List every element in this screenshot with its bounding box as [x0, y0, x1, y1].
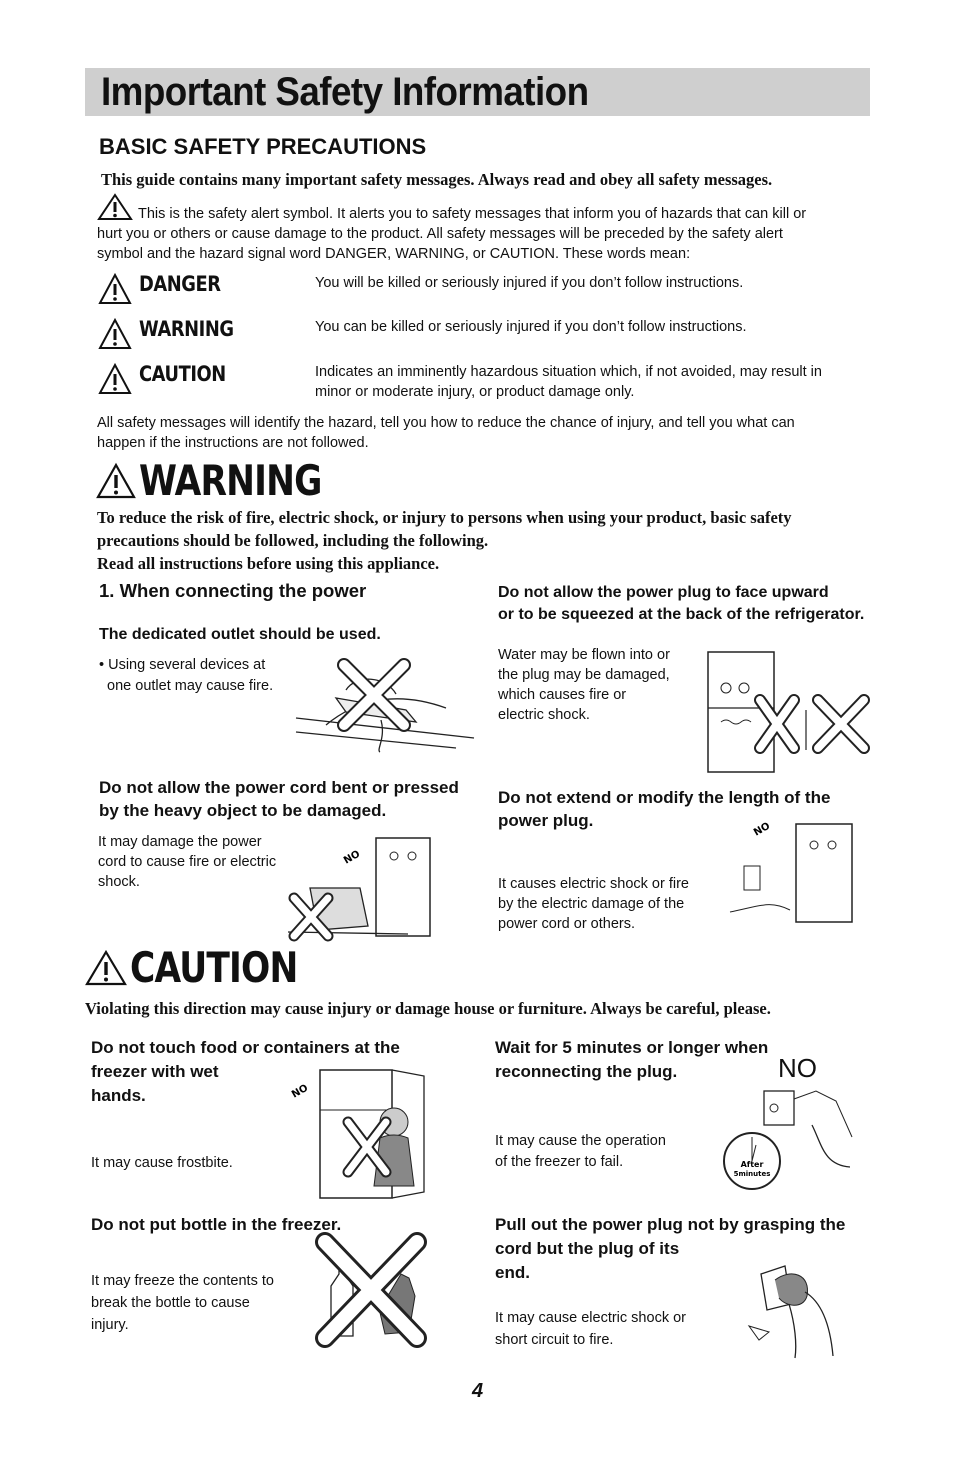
- alert-line-3: symbol and the hazard signal word DANGER, WARNING, or CAUTION. These words mean:: [97, 246, 691, 262]
- signal-word-caution: CAUTION: [139, 362, 226, 386]
- cord-pressed-illustration: [288, 826, 448, 942]
- item-text: shock.: [98, 874, 140, 890]
- bottle-freezer-illustration: [305, 1234, 435, 1346]
- page-number: 4: [472, 1380, 484, 1402]
- no-label: NO: [290, 1082, 311, 1101]
- signal-meaning-caution-2: minor or moderate injury, or product damage only.: [315, 384, 635, 400]
- item-text: It may damage the power: [98, 834, 262, 850]
- item-heading-cord-bent-2: by the heavy object to be damaged.: [99, 801, 387, 820]
- warning-triangle-icon: [98, 318, 132, 350]
- item-heading-extend-plug-2: power plug.: [498, 811, 594, 830]
- section-heading-basic: BASIC SAFETY PRECAUTIONS: [99, 134, 427, 159]
- warning-intro-1: To reduce the risk of fire, electric shock, or injury to persons when using your product, basic safety: [97, 508, 792, 527]
- item-text: power cord or others.: [498, 916, 636, 932]
- item-text: It may cause electric shock or: [495, 1310, 686, 1326]
- no-label: NO: [752, 820, 773, 839]
- signal-word-warning: WARNING: [139, 317, 234, 341]
- basic-intro: This guide contains many important safety messages. Always read and obey all safety messages.: [101, 170, 773, 189]
- item-text: electric shock.: [498, 707, 590, 723]
- item-text: • Using several devices at: [99, 657, 266, 673]
- warning-triangle-icon: [96, 463, 136, 499]
- item-heading-extend-plug: Do not extend or modify the length of the: [498, 788, 831, 807]
- item-text: break the bottle to cause: [91, 1295, 250, 1311]
- signal-meaning-danger: You will be killed or seriously injured if you don’t follow instructions.: [315, 275, 744, 291]
- item-heading-pull-plug: Pull out the power plug not by grasping the: [495, 1215, 846, 1234]
- caution-triangle-icon: [85, 950, 127, 986]
- clock-label: After: [740, 1160, 764, 1169]
- item-heading-pull-plug-3: end.: [495, 1263, 530, 1282]
- item-heading-wait-5-minutes-2: reconnecting the plug.: [495, 1062, 678, 1081]
- refrigerator-plug-illustration: [706, 650, 876, 775]
- item-heading-cord-bent: Do not allow the power cord bent or pressed: [99, 778, 459, 797]
- signal-meaning-warning: You can be killed or seriously injured if you don’t follow instructions.: [315, 319, 747, 335]
- item-heading-plug-upward-2: or to be squeezed at the back of the refrigerator.: [498, 606, 865, 623]
- warning-heading: WARNING: [139, 456, 322, 505]
- item-text: It may cause the operation: [495, 1133, 666, 1149]
- item-heading-dedicated-outlet: The dedicated outlet should be used.: [99, 626, 381, 643]
- extended-plug-illustration: [730, 810, 865, 925]
- signal-meaning-caution-1: Indicates an imminently hazardous situation which, if not avoided, may result in: [315, 364, 822, 380]
- caution-heading: CAUTION: [130, 943, 298, 992]
- item-heading-wet-hands: Do not touch food or containers at the: [91, 1038, 400, 1057]
- item-text: of the freezer to fail.: [495, 1154, 624, 1170]
- caution-triangle-icon: [98, 363, 132, 395]
- no-badge: NO: [778, 1053, 817, 1083]
- alert-line-2: hurt you or others or cause damage to the product. All safety messages will be preceded by the safety alert: [97, 226, 783, 242]
- signal-word-danger: DANGER: [139, 272, 221, 296]
- clock-label: 5minutes: [733, 1170, 771, 1178]
- clock-plug-illustration: [712, 1085, 854, 1205]
- item-heading-wet-hands-2: freezer with wet: [91, 1062, 219, 1081]
- grasping-plug-illustration: [745, 1244, 839, 1360]
- wet-hands-freezer-illustration: [268, 1062, 428, 1202]
- warning-intro-2: precautions should be followed, including the following.: [97, 531, 489, 550]
- item-text: injury.: [91, 1317, 129, 1333]
- item-text: by the electric damage of the: [498, 896, 685, 912]
- item-heading-wait-5-minutes: Wait for 5 minutes or longer when: [495, 1038, 769, 1057]
- item-text: short circuit to fire.: [495, 1332, 614, 1348]
- no-label: NO: [342, 848, 363, 867]
- item-text: It causes electric shock or fire: [498, 876, 689, 892]
- item-text: one outlet may cause fire.: [99, 678, 274, 694]
- item-text: It may freeze the contents to: [91, 1273, 274, 1289]
- item-heading-bottle: Do not put bottle in the freezer.: [91, 1215, 342, 1234]
- item-text: which causes fire or: [498, 687, 627, 703]
- page-title: Important Safety Information: [101, 70, 589, 114]
- item-heading-plug-upward: Do not allow the power plug to face upward: [498, 584, 829, 601]
- item-heading-wet-hands-3: hands.: [91, 1086, 146, 1105]
- closing-line-2: happen if the instructions are not followed.: [97, 435, 369, 451]
- item-text: cord to cause fire or electric: [98, 854, 277, 870]
- closing-line-1: All safety messages will identify the hazard, tell you how to reduce the chance of injury, and tell you what can: [97, 415, 795, 431]
- warning-triangle-icon: [97, 193, 133, 221]
- caution-intro: Violating this direction may cause injury or damage house or furniture. Always be careful, please.: [85, 999, 771, 1018]
- item-text: Water may be flown into or: [498, 647, 670, 663]
- item-text: the plug may be damaged,: [498, 667, 670, 683]
- item-text: It may cause frostbite.: [91, 1155, 233, 1171]
- section-title-power: 1. When connecting the power: [99, 580, 367, 601]
- alert-line-1: This is the safety alert symbol. It alerts you to safety messages that inform you of hazards that can kill or: [138, 206, 807, 222]
- warning-intro-3: Read all instructions before using this appliance.: [97, 554, 440, 573]
- multi-plug-outlet-illustration: [296, 660, 476, 752]
- item-heading-pull-plug-2: cord but the plug of its: [495, 1239, 680, 1258]
- danger-triangle-icon: [98, 273, 132, 305]
